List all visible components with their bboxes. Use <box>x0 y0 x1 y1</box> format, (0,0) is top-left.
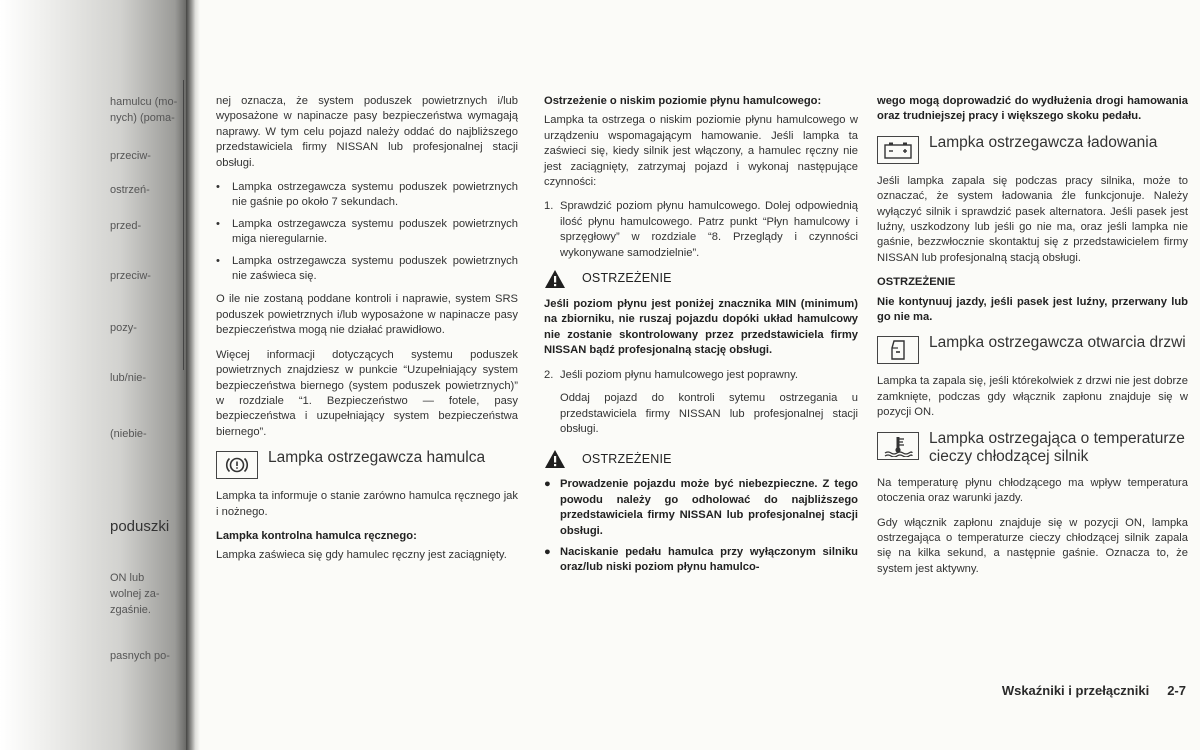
list-item: ● Prowadzenie pojazdu może być niebezpieczne. Z tego powodu należy go odholować do najbliższego przedstawiciela firmy NISSAN lub profesjonalnej stacji obsługi. <box>544 478 858 537</box>
warning-text-1: Jeśli poziom płynu jest poniżej znacznika MIN (minimum) na zbiorniku, nie ruszaj pojazdu dopóki układ hamulcowy nie zostanie skontrolowany przez przedstawiciela firmy NISSAN bądź profesjonalną stację obsługi. <box>544 298 858 357</box>
door-lamp-heading <box>877 334 1188 364</box>
temp-lamp-title: Lampka ostrzegająca o temperaturze cieczy chłodzącej silnik <box>929 429 1185 465</box>
airbag-p3: Więcej informacji dotyczących systemu poduszek powietrznych znajdziesz w punkcie “Uzupełniający system bezpieczeństwa biernego (system poduszek powietrznych)” w rozdziale “1. Bezpieczeństwo — fotele, pasy bezpieczeństwa i uzupełniający system bezpieczeństwa biernego”. <box>216 348 518 438</box>
page-number: 2-7 <box>1167 683 1186 698</box>
brake-lamp-heading <box>216 449 518 479</box>
warning-heading-1: OSTRZEŻENIE <box>544 269 858 289</box>
temp-lamp-text-2: Gdy włącznik zapłonu znajduje się w pozycji ON, lampka ostrzegająca o temperaturze cieczy chłodzącej silnik zapala się na kilka sekund, a następnie gaśnie. Oznacza to, że system jest aktywny. <box>877 516 1188 575</box>
temp-lamp-text-1: Na temperaturę płynu chłodzącego ma wpływ temperatura otoczenia oraz warunki jazdy. <box>877 476 1188 505</box>
brake-lamp-title: Lampka ostrzegawcza hamulca <box>268 449 486 467</box>
prev-line: poduszki <box>110 518 170 535</box>
prev-line: pozy- <box>110 322 137 334</box>
brake-warning-icon <box>216 451 258 479</box>
charge-warning-heading: OSTRZEŻENIE <box>877 276 956 289</box>
prev-line: ON lub <box>110 572 145 584</box>
column-1 <box>216 94 518 573</box>
bullet-icon: • <box>216 181 220 194</box>
column-3 <box>877 94 1188 586</box>
steps-list <box>544 199 858 261</box>
bullet-icon: • <box>216 217 220 230</box>
parking-brake-text: Lampka zaświeca się gdy hamulec ręczny jest zaciągnięty. <box>216 549 507 562</box>
coolant-temperature-icon <box>877 432 919 460</box>
door-lamp-text: Lampka ta zapala się, jeśli którekolwiek z drzwi nie jest dobrze zamknięte, podczas gdy włącznik zapłonu znajduje się w pozycji ON. <box>877 375 1188 419</box>
section-title: Wskaźniki i przełączniki <box>1001 683 1150 698</box>
step2-detail: Oddaj pojazd do kontroli sytemu ostrzegania u przedstawiciela firmy NISSAN lub profesjonalnej stacji obsługi. <box>560 392 858 435</box>
prev-line: hamulcu (mo- <box>110 96 178 108</box>
warning-triangle-icon <box>544 269 566 289</box>
battery-icon <box>877 136 919 164</box>
spine-shadow <box>186 0 200 750</box>
prev-line: (niebie- <box>110 428 147 440</box>
prev-line: przeciw- <box>110 150 151 162</box>
prev-line: ostrzeń- <box>110 184 150 196</box>
continuation-text: wego mogą doprowadzić do wydłużenia drogi hamowania oraz trudniejszej pracy i większego skoku pedału. <box>877 95 1188 123</box>
low-fluid-text: Lampka ta ostrzega o niskim poziomie płynu hamulcowego w urządzeniu wspomagającym hamowanie. Jeśli lampka ta zaświeci się, kiedy silnik jest włączony, a hamulec ręczny nie jest zaciągnięty, zatrzymaj pojazd i wykonaj następujące czynności: <box>544 114 858 189</box>
prev-line: zgaśnie. <box>110 604 151 616</box>
door-open-icon <box>877 336 919 364</box>
prev-line: przed- <box>110 220 142 232</box>
bullet-icon: ● <box>544 545 551 558</box>
charge-warning-text: Nie kontynuuj jazdy, jeśli pasek jest luźny, przerwany lub go nie ma. <box>877 295 1188 324</box>
brake-lamp-text: Lampka ta informuje o stanie zarówno hamulca ręcznego jak i nożnego. <box>216 490 518 518</box>
list-item: ● Naciskanie pedału hamulca przy wyłączonym silniku oraz/lub niski poziom płynu hamulco- <box>544 545 858 574</box>
list-item: • Lampka ostrzegawcza systemu poduszek powietrznych nie zaświeca się. <box>216 254 518 283</box>
bullet-icon: ● <box>544 478 551 491</box>
column-2 <box>544 94 858 584</box>
prev-line: lub/nie- <box>110 372 147 384</box>
list-item: 2. Jeśli poziom płynu hamulcowego jest poprawny. <box>544 368 798 381</box>
list-item: 1. Sprawdzić poziom płynu hamulcowego. Dolej odpowiednią ilość płynu hamulcowego. Patrz punkt “Płyn hamulcowy i sprzęgłowy” w rozdziale “8. Przeglądy i czynności wykonywane samodzielnie”. <box>544 200 858 259</box>
warning-heading-2: OSTRZEŻENIE <box>544 449 858 469</box>
airbag-intro: nej oznacza, że system poduszek powietrznych i/lub wyposażone w napinacze pasy bezpieczeństwa wymagają naprawy. W tym celu pojazd należy oddać do najbliższego przedstawiciela firmy NISSAN lub profesjonalnej stacji obsługi. <box>216 95 518 169</box>
list-item: • Lampka ostrzegawcza systemu poduszek powietrznych miga nieregularnie. <box>216 217 518 246</box>
airbag-bullets <box>216 180 518 284</box>
previous-page-edge <box>0 0 185 750</box>
temp-lamp-heading <box>877 430 1188 466</box>
charge-lamp-heading <box>877 134 1188 164</box>
bullet-icon: • <box>216 254 220 267</box>
low-fluid-heading: Ostrzeżenie o niskim poziomie płynu hamulcowego: <box>544 95 822 107</box>
charge-lamp-title: Lampka ostrzegawcza ładowania <box>929 133 1158 151</box>
warning-bullets <box>544 477 858 575</box>
door-lamp-title: Lampka ostrzegawcza otwarcia drzwi <box>929 334 1186 352</box>
airbag-p2: O ile nie zostaną poddane kontroli i naprawie, system SRS poduszek powietrznych i/lub wyposażone w napinacze pasy bezpieczeństwa mogą nie działać prawidłowo. <box>216 293 518 337</box>
prev-page-rule <box>183 80 184 370</box>
warning-triangle-icon <box>544 449 566 469</box>
parking-brake-heading: Lampka kontrolna hamulca ręcznego: <box>216 529 417 542</box>
prev-line: przeciw- <box>110 270 151 282</box>
charge-lamp-text: Jeśli lampka zapala się podczas pracy silnika, może to oznaczać, że system ładowania źle funkcjonuje. Należy wyłączyć silnik i sprawdzić pasek alternatora. Jeśli pasek jest luźny, uszkodzony lub jeśli go nie ma, oraz jeśli lampka nie gaśnie, bezzwłocznie skontaktuj się z przedstawicielem firmy NISSAN lub profesjonalną stacją obsługi. <box>877 174 1188 264</box>
prev-line: wolnej za- <box>110 588 160 600</box>
prev-line: nych) (poma- <box>110 112 175 124</box>
steps-list-2 <box>544 368 858 383</box>
page-footer <box>1002 683 1186 698</box>
list-item: • Lampka ostrzegawcza systemu poduszek powietrznych nie gaśnie po około 7 sekundach. <box>216 181 518 209</box>
prev-line: pasnych po- <box>110 650 170 662</box>
